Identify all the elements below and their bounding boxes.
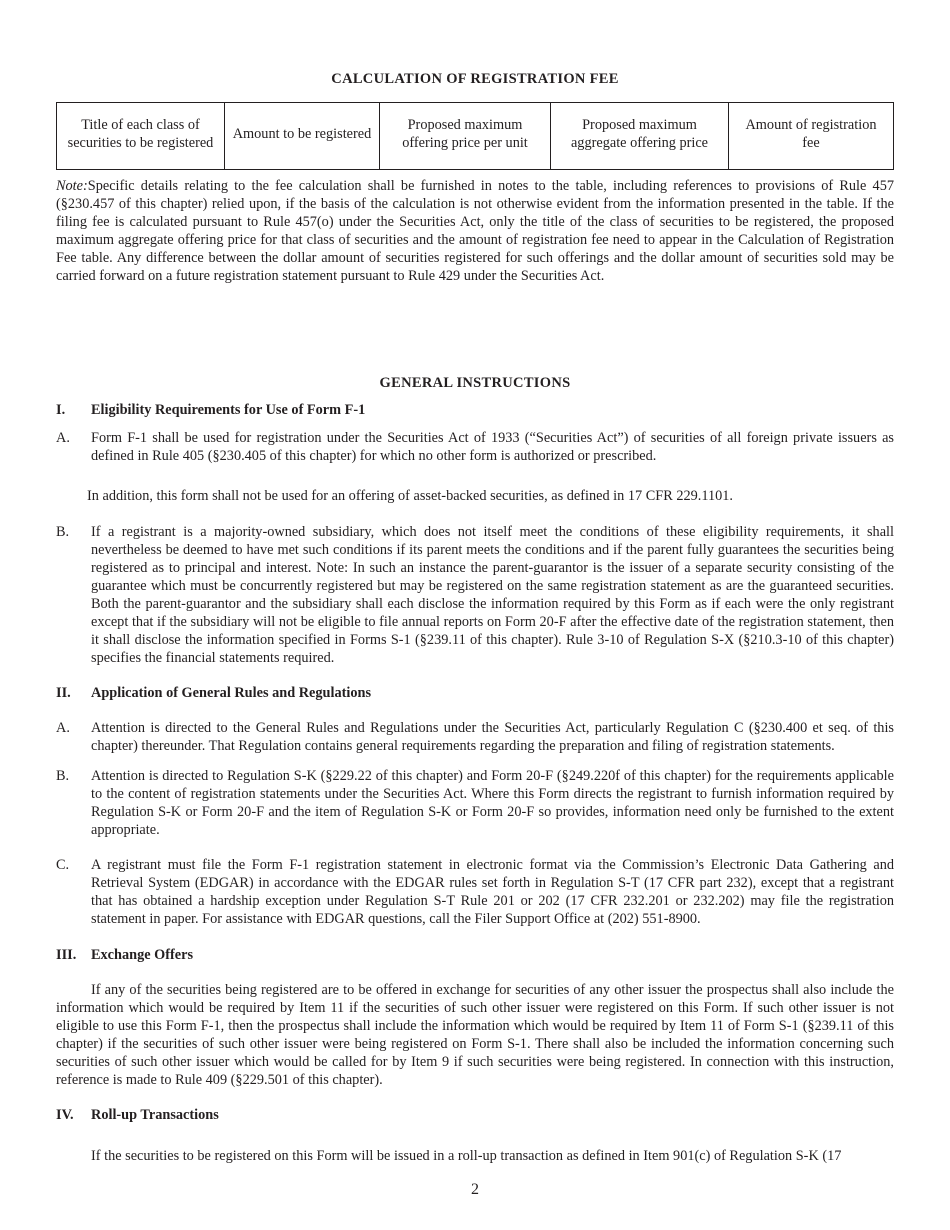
section-paragraph: If the securities to be registered on this Form will be issued in a roll-up transaction as defined in Item 901(c) of Regulation S-K (17 [91,1148,842,1164]
list-item [56,523,894,667]
section-title: Eligibility Requirements for Use of Form F-1 [91,402,366,418]
item-marker: B. [56,524,70,540]
section-heading [56,1106,219,1124]
section-number: I. [56,402,66,418]
list-item [56,767,894,839]
table-header-cell: Title of each class of securities to be registered [57,103,225,170]
item-marker: A. [56,720,70,736]
section-title: Roll-up Transactions [91,1107,219,1123]
section-title: Exchange Offers [91,947,194,963]
section-number: II. [56,685,71,701]
section-title: Application of General Rules and Regulations [91,685,372,701]
item-text: In addition, this form shall not be used for an offering of asset-backed securities, as defined in 17 CFR 229.1101. [87,488,734,504]
note-label: Note: [56,178,88,194]
table-header-cell: Amount to be registered [225,103,380,170]
item-marker: C. [56,857,70,873]
section-number: IV. [56,1107,74,1123]
table-header-cell: Amount of registration fee [729,103,894,170]
list-item [56,429,894,465]
fee-note [56,177,894,285]
item-marker: A. [56,430,70,446]
item-text: Form F-1 shall be used for registration under the Securities Act of 1933 (“Securities Act”) of securities of all foreign private issuers as defined in Rule 405 (§230.405 of this chapter) for which no other form is authorized or prescribed. [91,430,894,464]
list-item [56,719,894,755]
table-header-cell: Proposed maximum offering price per unit [380,103,551,170]
section-number: III. [56,947,77,963]
section-heading [56,684,371,702]
section-heading [56,401,365,419]
item-text: Attention is directed to the General Rules and Regulations under the Securities Act, particularly Regulation C (§230.400 et seq. of this chapter) thereunder. That Regulation contains general requirements regarding the preparation and filing of registration statements. [91,720,894,754]
item-text: If a registrant is a majority-owned subsidiary, which does not itself meet the conditions of these eligibility requirements, it shall nevertheless be deemed to have met such conditions if its parent meets the conditions and if the parent fully guarantees the securities being registered as to principal and interest. Note: In such an instance the parent-guarantor is the issuer of a separate security consisting of the guarantee which must be concurrently registered but may be registered on the same registration statement as are the guaranteed securities. Both the parent-guarantor and the subsidiary shall each disclose the information required by this Form as if each were the only registrant except that if the subsidiary will not be eligible to file annual reports on Form 20-F after the effective date of the registration statement, then it shall disclose the information specified in Forms S-1 (§239.11 of this chapter). Rule 3-10 of Regulation S-X (§210.3-10 of this chapter) specifies the financial statements required. [91,524,894,666]
item-marker: B. [56,768,70,784]
item-text: Attention is directed to Regulation S-K (§229.22 of this chapter) and Form 20-F (§249.220f of this chapter) for the requirements applicable to the content of registration statements under the Securities Act. Where this Form directs the registrant to furnish information required by Regulation S-K or Form 20-F and the item of Regulation S-K or Form 20-F so provides, information need only be furnished to the extent appropriate. [91,768,894,838]
item-text: A registrant must file the Form F-1 registration statement in electronic format via the Commission’s Electronic Data Gathering and Retrieval System (EDGAR) in accordance with the EDGAR rules set forth in Regulation S-T (17 CFR part 232), except that a registrant that has obtained a hardship exception under Regulation S-T Rule 201 or 202 (17 CFR 232.201 or 232.202) may file the registration statement in paper. For assistance with EDGAR questions, call the Filer Support Office at (202) 551-8900. [91,857,894,927]
table-header-cell: Proposed maximum aggregate offering price [551,103,729,170]
list-item [56,856,894,928]
page-number: 2 [471,1181,479,1198]
fee-table-title: CALCULATION OF REGISTRATION FEE [331,71,619,87]
general-instructions-title: GENERAL INSTRUCTIONS [379,375,571,391]
section-paragraph: If any of the securities being registered are to be offered in exchange for securities of any other issuer the prospectus shall also include the information which would be required by Item 11 if the securities of such other issuer were registered on this Form. If such other issuer is not eligible to use this Form F-1, then the prospectus shall include the information which would be required by Item 11 of Form S-1 (§239.11 of this chapter) if the securities of such other issuer were being registered on Form S-1. There shall also be included the information concerning such securities of such other issuer which would be called for by Item 9 if such securities were being registered. In connection with this instruction, reference is made to Rule 409 (§229.501 of this chapter). [56,982,894,1088]
section-heading [56,946,193,964]
table-header-row [57,103,894,170]
registration-fee-table [56,102,894,170]
note-text: Specific details relating to the fee calculation shall be furnished in notes to the table, including references to provisions of Rule 457 (§230.457 of this chapter) relied upon, if the basis of the calculation is not otherwise evident from the information presented in the table. If the filing fee is calculated pursuant to Rule 457(o) under the Securities Act, only the title of the class of securities to be registered, the proposed maximum aggregate offering price for that class of securities and the amount of registration fee need to appear in the Calculation of Registration Fee table. Any difference between the dollar amount of securities registered for such offerings and the dollar amount of securities sold may be carried forward on a future registration statement pursuant to Rule 429 under the Securities Act. [56,178,894,284]
